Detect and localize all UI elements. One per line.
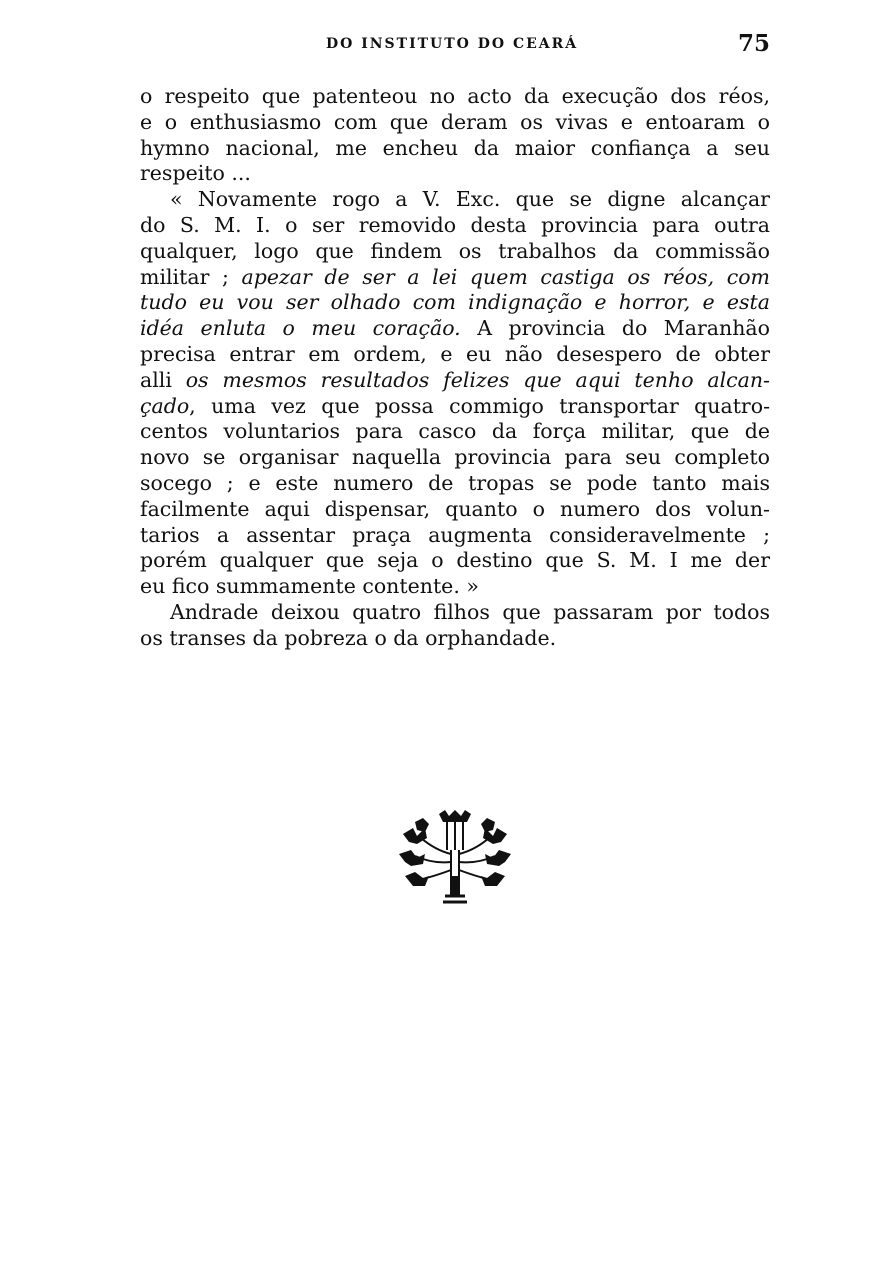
text-line: Andrade deixou quatro filhos que passaram por todos	[170, 599, 770, 624]
text-line: respeito ...	[140, 161, 251, 186]
italic-text: os mesmos resultados felizes que aqui tenho alcan-	[185, 367, 770, 392]
text-line: e o enthusiasmo com que deram os vivas e entoaram o	[140, 109, 770, 134]
italic-text: çado	[140, 393, 190, 418]
text-line: « Novamente rogo a V. Exc. que se digne alcançar	[170, 187, 770, 212]
text-line: centos voluntarios para casco da força militar, que de	[140, 419, 770, 444]
text-line: os transes da pobreza o da orphandade.	[140, 625, 557, 650]
italic-text: apezar de ser a lei quem castiga os réos, com	[241, 264, 770, 289]
italic-text: tudo eu vou ser olhado com indignação e horror, e esta	[140, 290, 770, 315]
text-line: çado, uma vez que possa commigo transportar quatro-	[140, 393, 770, 418]
text-line: militar ; apezar de ser a lei quem castiga os réos, com	[140, 264, 770, 289]
text-line: porém qualquer que seja o destino que S. M. I me der	[140, 548, 770, 573]
text-line: facilmente aqui dispensar, quanto o numero dos volun-	[140, 496, 770, 521]
text-line: qualquer, logo que findem os trabalhos da commissão	[140, 238, 770, 263]
page-number: 75	[737, 30, 770, 57]
text-line: idéa enluta o meu coração. A provincia do Maranhão	[140, 316, 770, 341]
text-line: o respeito que patenteou no acto da execução dos réos,	[140, 84, 770, 108]
text-line: socego ; e este numero de tropas se pode tanto mais	[140, 470, 770, 495]
text-line: novo se organisar naquella provincia para seu completo	[140, 445, 770, 470]
text-line: alli os mesmos resultados felizes que aqui tenho alcan-	[140, 367, 770, 392]
running-head: DO INSTITUTO DO CEARÁ	[326, 36, 579, 52]
text-line	[140, 290, 770, 316]
text-line: do S. M. I. o ser removido desta provincia para outra	[140, 212, 770, 237]
page-header	[140, 30, 770, 60]
text-line: tarios a assentar praça augmenta consideravelmente ;	[140, 522, 770, 547]
tree-emblem-icon	[395, 810, 515, 908]
body-text	[140, 84, 770, 652]
text-line: eu fico summamente contente. »	[140, 574, 479, 599]
italic-text: idéa enluta o meu coração.	[140, 316, 461, 341]
text-line: precisa entrar em ordem, e eu não desespero de obter	[140, 341, 770, 366]
text-line: hymno nacional, me encheu da maior confiança a seu	[140, 135, 770, 160]
